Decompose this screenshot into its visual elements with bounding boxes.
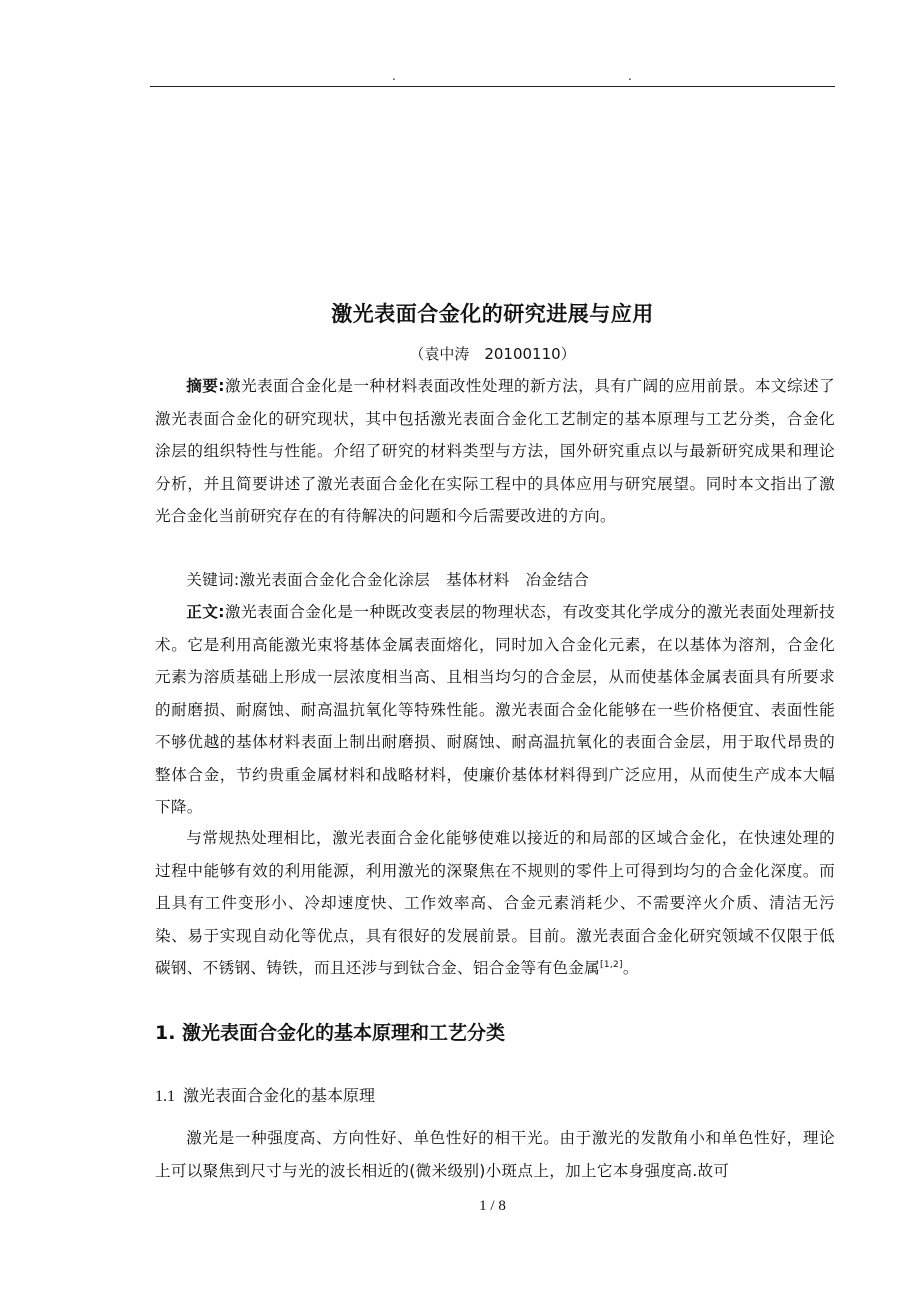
- citation-ref: [1,2]: [600, 960, 623, 970]
- section-1-1-paragraph: 激光是一种强度高、方向性好、单色性好的相干光。由于激光的发散角小和单色性好，理论上可以聚焦到尺寸与光的波长相近的(微米级别)小斑点上，加上它本身强度高.故可: [155, 1129, 835, 1180]
- header-dot-left: .: [392, 69, 396, 83]
- abstract-label: 摘要:: [186, 377, 225, 395]
- body-paragraph-2: [155, 822, 835, 985]
- body-paragraph-1: [155, 596, 835, 824]
- header-dot-right: .: [628, 69, 632, 83]
- keywords-text: 激光表面合金化合金化涂层 基体材料 冶金结合: [239, 571, 590, 589]
- section-heading-1: 1. 激光表面合金化的基本原理和工艺分类: [155, 1022, 506, 1044]
- keywords-label: 关键词:: [186, 571, 240, 589]
- document-title: 激光表面合金化的研究进展与应用: [331, 302, 654, 326]
- keywords-paragraph: [155, 564, 835, 597]
- abstract-paragraph: [155, 370, 835, 533]
- body-text-2: 与常规热处理相比，激光表面合金化能够使难以接近的和局部的区域合金化，在快速处理的过程中能够有效的利用能源，利用激光的深聚焦在不规则的零件上可得到均匀的合金化深度。而且具有工件变形小、冷却速度快、工作效率高、合金元素消耗少、不需要淬火介质、清洁无污染、易于实现自动化等优点，具有很好的发展前景。目前。激光表面合金化研究领域不仅限于低碳钢、不锈钢、铸铁，而且还涉与到钛合金、铝合金等有色金属: [155, 829, 835, 977]
- author-line: （袁中涛 20100110）: [409, 345, 576, 363]
- section-number: 1.1: [155, 1088, 175, 1105]
- section-heading-1-1: [155, 1083, 375, 1106]
- header-rule: [150, 86, 835, 87]
- body-label: 正文:: [186, 603, 225, 621]
- abstract-text: 激光表面合金化是一种材料表面改性处理的新方法，具有广阔的应用前景。本文综述了激光表面合金化的研究现状，其中包括激光表面合金化工艺制定的基本原理与工艺分类，合金化涂层的组织特性与性能。介绍了研究的材料类型与方法，国外研究重点以与最新研究成果和理论分析，并且简要讲述了激光表面合金化在实际工程中的具体应用与研究展望。同时本文指出了激光合金化当前研究存在的有待解决的问题和今后需要改进的方向。: [155, 377, 835, 525]
- body-text-2-end: 。: [622, 959, 639, 977]
- page-number: 1 / 8: [479, 1198, 506, 1214]
- body-text-1: 激光表面合金化是一种既改变表层的物理状态，有改变其化学成分的激光表面处理新技术。它是利用高能激光束将基体金属表面熔化，同时加入合金化元素，在以基体为溶剂，合金化元素为溶质基础上形成一层浓度相当高、且相当均匀的合金层，从而使基体金属表面具有所要求的耐磨损、耐腐蚀、耐高温抗氧化等特殊性能。激光表面合金化能够在一些价格便宜、表面性能不够优越的基体材料表面上制出耐磨损、耐腐蚀、耐高温抗氧化的表面合金层，用于取代昂贵的整体合金，节约贵重金属材料和战略材料，使廉价基体材料得到广泛应用，从而使生产成本大幅下降。: [155, 603, 835, 816]
- section-title: 激光表面合金化的基本原理: [183, 1086, 376, 1105]
